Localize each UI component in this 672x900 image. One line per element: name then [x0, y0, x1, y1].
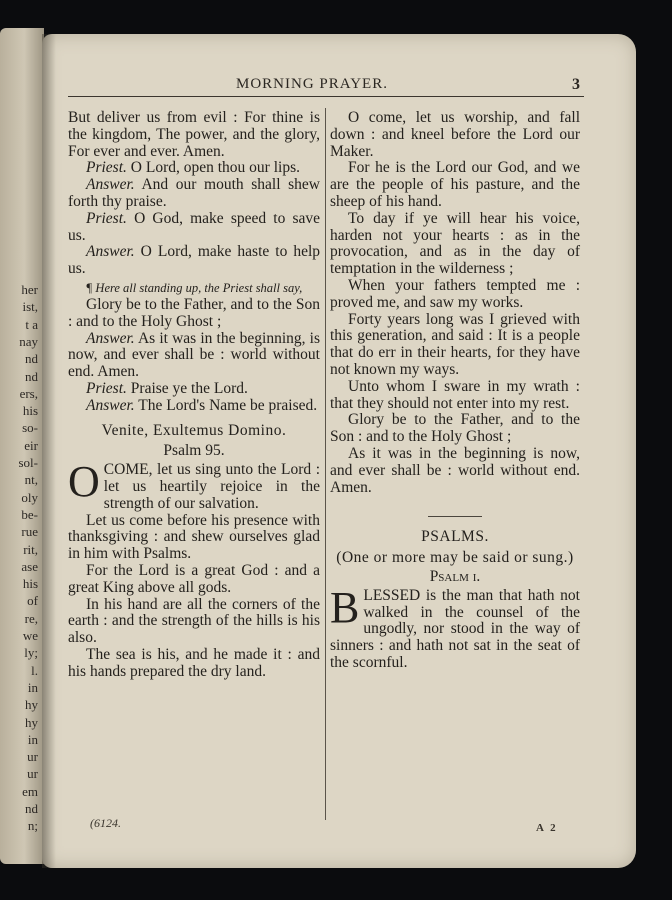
page-number: 3 [572, 76, 580, 93]
section-rule [428, 516, 482, 517]
facing-page-fragment: l. [31, 662, 38, 678]
signature-mark: A 2 [536, 822, 558, 834]
left-column [68, 110, 320, 681]
facing-page-fragment: ers, [19, 385, 38, 401]
facing-page-fragment: we [22, 628, 38, 643]
speaker-label: Priest. [86, 209, 127, 227]
facing-page-fragment: her [21, 282, 38, 297]
psalm-1-verse-1 [330, 582, 580, 672]
facing-page-fragment: nd [25, 368, 38, 384]
speaker-label: Priest. [86, 159, 127, 177]
facing-page-fragment: ur [27, 766, 38, 782]
facing-page-fragment: n; [27, 818, 38, 834]
right-column [330, 110, 580, 672]
gloria-verse-2: As it was in the beginning is now, and ever shall be : world without end. Amen. [330, 444, 580, 496]
column-divider [325, 108, 326, 820]
versicle-text: O God, make speed to save us. [68, 209, 321, 244]
rubric: ¶ Here all standing up, the Priest shall say, [85, 280, 303, 295]
speaker-label: Answer. [86, 329, 135, 347]
drop-cap: B [330, 582, 360, 632]
versicle-text: O Lord, open thou our lips. [130, 159, 300, 177]
facing-page-fragment: in [27, 679, 38, 695]
psalm-verse-4: In his hand are all the corners of the earth : and the strength of the hills is his also. [68, 595, 320, 647]
facing-page-fragment: sol- [18, 455, 38, 470]
psalm-verse-7: For he is the Lord our God, and we are the people of his pasture, and the sheep of his hand. [330, 159, 580, 210]
versicle-priest-1 [68, 160, 320, 177]
lords-prayer-ending: But deliver us from evil : For thine is the kingdom, The power, and the glory, For ever and ever. Amen. [68, 109, 320, 160]
psalm-verse-2: Let us come before his presence with thanksgiving : and shew ourselves glad in him with Psalms. [68, 511, 320, 563]
response-answer-2 [68, 244, 320, 278]
facing-page-fragment: of [27, 593, 38, 609]
facing-page-fragment: nay [19, 333, 38, 349]
verse-text: LESSED is the man that hath not walked in the counsel of the ungodly, nor stood in the way of sinners : and hath not sat in the seat of the scornful. [330, 586, 580, 671]
speaker-label: Answer. [86, 396, 135, 414]
speaker-label: Answer. [86, 243, 135, 261]
response-answer-4 [68, 398, 320, 415]
verse-text: COME, let us sing unto the Lord : let us heartily rejoice in the strength of our salvation. [103, 461, 320, 512]
facing-page-fragment: ly; [24, 645, 38, 661]
facing-page-fragment: eir [24, 437, 38, 453]
response-text: As it was in the beginning, is now, and ever shall be : world without end. Amen. [68, 329, 320, 381]
psalm-number: Psalm 95. [163, 442, 225, 460]
psalm-verse-1 [68, 457, 320, 512]
psalm-verse-5: The sea is his, and he made it : and his hands prepared the dry land. [68, 645, 320, 680]
spine-shadow [42, 34, 56, 868]
facing-page-fragment: nd [25, 801, 38, 816]
facing-page-fragment: his [22, 403, 38, 419]
versicle-priest-2 [68, 211, 320, 245]
facing-page-fragment: his [22, 576, 38, 592]
facing-page-fragment: ase [21, 558, 38, 574]
facing-page-fragment: ist, [22, 299, 38, 315]
facing-page-fragment: hy [25, 697, 38, 713]
gloria-part-1: Glory be to the Father, and to the Son : and to the Holy Ghost ; [68, 295, 320, 330]
psalm-verse-10: Forty years long was I grieved with this generation, and said : It is a people that do err in their hearts, for they have not known my ways. [330, 310, 580, 378]
facing-page-fragment: nt, [24, 472, 38, 488]
psalm-verse-6: O come, let us worship, and fall down : and kneel before the Lord our Maker. [330, 109, 580, 160]
running-header: MORNING PRAYER. [236, 76, 388, 92]
psalms-note: (One or more may be said or sung.) [336, 549, 574, 567]
venite-heading: Venite, Exultemus Domino. [101, 421, 287, 439]
response-answer-3 [68, 331, 320, 381]
facing-page-fragment: in [27, 731, 38, 747]
facing-page-fragment: hy [25, 714, 38, 730]
response-text: O Lord, make haste to help us. [68, 243, 320, 278]
facing-page-fragment: nd [25, 351, 38, 367]
psalm-verse-11: Unto whom I sware in my wrath : that they should not enter into my rest. [330, 377, 580, 412]
psalm-1-heading: Psalm i. [429, 567, 481, 585]
psalm-verse-8: To day if ye will hear his voice, harden not your hearts : as in the provocation, and as in the day of temptation in the wilderness ; [330, 209, 580, 278]
facing-page-fragment: re, [24, 610, 38, 626]
facing-page-fragment: oly [21, 489, 38, 505]
facing-page-fragment: so- [22, 420, 38, 436]
gloria-verse-1: Glory be to the Father, and to the Son : and to the Holy Ghost ; [330, 411, 580, 446]
speaker-label: Answer. [86, 176, 135, 194]
versicle-text: Praise ye the Lord. [130, 379, 248, 397]
facing-page-fragment: rue [21, 524, 38, 540]
facing-page-fragment: rit, [23, 541, 38, 557]
response-text: The Lord's Name be praised. [138, 396, 318, 414]
facing-page-fragment: be- [21, 506, 38, 522]
drop-cap: O [68, 457, 100, 507]
response-text: And our mouth shall shew forth thy praise. [68, 176, 320, 210]
printer-mark: (6124. [90, 816, 121, 830]
facing-page-fragment: em [22, 783, 38, 799]
facing-page-fragment: t a [25, 316, 38, 332]
psalm-verse-9: When your fathers tempted me : proved me, and saw my works. [330, 276, 580, 311]
speaker-label: Priest. [86, 379, 127, 397]
psalm-verse-3: For the Lord is a great God : and a great King above all gods. [68, 561, 320, 596]
header-rule [68, 96, 584, 97]
facing-page-fragment: ur [27, 749, 38, 765]
psalms-heading: PSALMS. [421, 528, 489, 546]
response-answer-1 [68, 177, 320, 211]
versicle-priest-3 [68, 381, 320, 398]
